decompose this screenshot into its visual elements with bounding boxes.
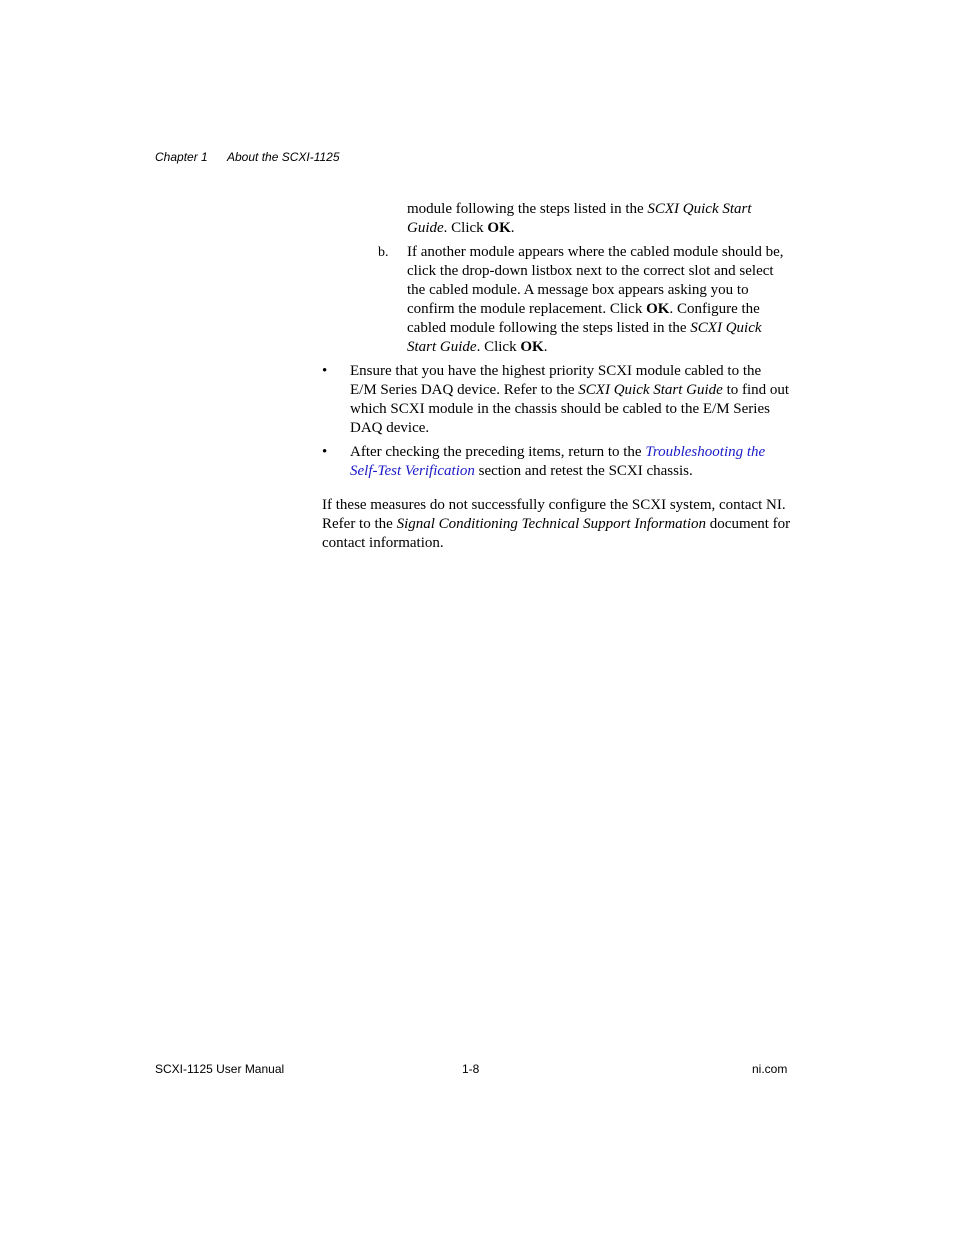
- ok-label: OK: [487, 220, 511, 236]
- continuation-paragraph: [407, 200, 792, 238]
- bullet-icon: •: [322, 444, 328, 460]
- footer-page-number: 1-8: [462, 1062, 480, 1076]
- text-run: After checking the preceding items, return to the: [350, 444, 646, 460]
- text-run: Ensure that you have the highest priority SCXI module cabled to the E/M Series DAQ device. Refer to the: [350, 363, 762, 398]
- text-run: section and retest the SCXI chassis.: [474, 463, 693, 479]
- text-run: . Click: [476, 339, 521, 355]
- running-header-chapter: Chapter 1: [155, 150, 208, 164]
- text-run: to find out which SCXI module in the chassis should be cabled to the E/M Series DAQ device.: [350, 382, 790, 436]
- text-run: .: [543, 339, 548, 355]
- sub-item-b-text: [407, 243, 792, 357]
- document-reference: Signal Conditioning Technical Support Information: [396, 516, 707, 532]
- text-run: If these measures do not successfully configure the SCXI system, contact NI. Refer to the: [322, 497, 786, 532]
- bullet-item-text: [350, 362, 790, 438]
- text-run: . Configure the cabled module following the steps listed in the: [407, 301, 760, 336]
- bullet-icon: •: [322, 363, 328, 379]
- guide-reference: SCXI Quick Start Guide: [578, 382, 723, 398]
- text-run: If another module appears where the cabled module should be, click the drop-down listbox next to the correct slot and select the cabled module. A message box appears asking you to confirm the module replacement. Click: [407, 244, 784, 317]
- text-run: module following the steps listed in the: [407, 201, 648, 217]
- bullet-item-text: [350, 443, 790, 481]
- closing-paragraph: [322, 496, 792, 553]
- footer-manual-title: SCXI-1125 User Manual: [155, 1062, 285, 1076]
- text-run: . Click: [443, 220, 488, 236]
- text-run: document for contact information.: [322, 516, 791, 551]
- text-run: .: [510, 220, 515, 236]
- ok-label: OK: [646, 301, 670, 317]
- troubleshooting-link[interactable]: Troubleshooting the Self-Test Verification: [350, 444, 766, 479]
- footer-website: ni.com: [752, 1062, 788, 1076]
- guide-reference: SCXI Quick Start Guide: [407, 201, 752, 236]
- ok-label: OK: [520, 339, 544, 355]
- sub-item-marker: b.: [378, 245, 389, 260]
- guide-reference: SCXI Quick Start Guide: [407, 320, 762, 355]
- running-header-title: About the SCXI-1125: [227, 150, 340, 164]
